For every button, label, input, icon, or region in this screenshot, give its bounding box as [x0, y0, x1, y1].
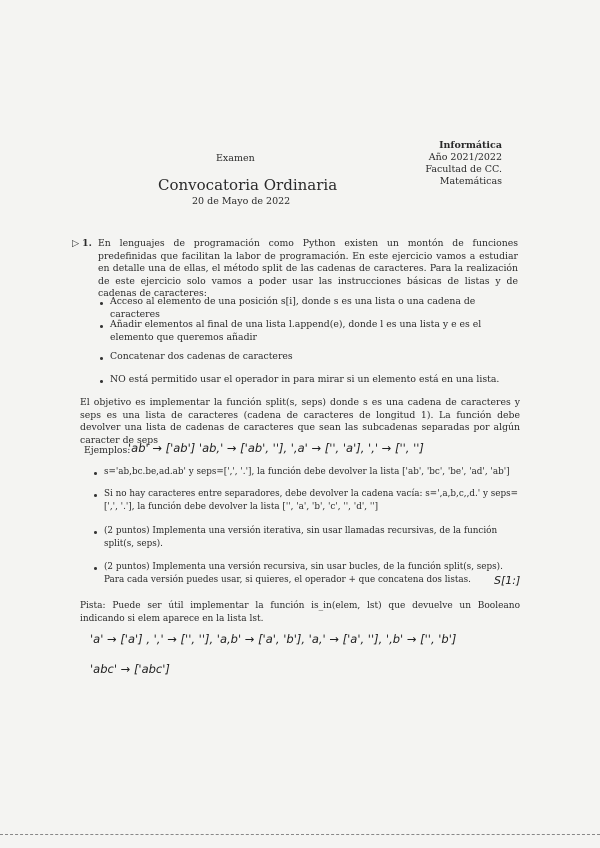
- bullet-dot: [100, 357, 103, 360]
- handwritten-examples: 'ab' → ['ab'] 'ab,' → ['ab', ''], ',a' → ['', 'a'], ',' → ['', '']: [128, 441, 424, 455]
- bullet-dot: [94, 567, 97, 570]
- bullet-dot: [100, 302, 103, 305]
- exam-date: 20 de Mayo de 2022: [192, 196, 291, 207]
- bullet-dot: [100, 325, 103, 328]
- example-item-2: Si no hay caracteres entre separadores, debe devolver la cadena vacía: s=',a,b,c,,d.' y seps=[',', '.'], la función debe devolver la lista ['', 'a', 'b', 'c', '', 'd', '']: [104, 489, 519, 512]
- academic-year: Año 2021/2022: [428, 152, 502, 163]
- rule-item-1: Acceso al elemento de una posición s[i], donde s es una lista o una cadena de caracteres: [110, 296, 476, 320]
- example-item-1: s='ab,bc.be,ad.ab' y seps=[',', '.'], la función debe devolver la lista ['ab', 'bc', 'be', 'ad', 'ab']: [104, 467, 510, 477]
- bullet-dot: [94, 494, 97, 497]
- bullet-dot: [94, 472, 97, 475]
- bullet-dot: [100, 380, 103, 383]
- example-item-4: (2 puntos) Implementa una versión recursiva, sin usar bucles, de la función split(s, seps). Para cada versión puedes usar, si quieres, el operador + que concatena dos listas.: [104, 562, 503, 585]
- problem-marker: ▷ 1.: [72, 238, 92, 249]
- bullet-dot: [94, 531, 97, 534]
- examples-label: Ejemplos:: [84, 445, 131, 456]
- rule-item-4: NO está permitido usar el operador in para mirar si un elemento está en una lista.: [110, 374, 500, 385]
- rule-item-3: Concatenar dos cadenas de caracteres: [110, 351, 293, 362]
- handwritten-notes-line-2: 'abc' → ['abc']: [90, 662, 170, 676]
- scan-edge: [0, 834, 600, 838]
- subject: Informática: [439, 140, 502, 151]
- header-info: [425, 140, 502, 188]
- objective-paragraph: El objetivo es implementar la función split(s, seps) donde s es una cadena de caracteres y seps es una lista de caracteres (cadena de caracteres de longitud 1). La función debe devolver una lista de cadenas de caracteres que sean las subcadenas separadas por algún caracter de seps: [80, 397, 520, 446]
- faculty-line-2: Matemáticas: [439, 176, 502, 187]
- margin-note: S[1:]: [494, 574, 521, 587]
- exam-title: Convocatoria Ordinaria: [158, 176, 338, 194]
- handwritten-notes-line-1: 'a' → ['a'] , ',' → ['', ''], 'a,b' → ['a', 'b'], 'a,' → ['a', ''], ',b' → ['', 'b']: [90, 632, 457, 646]
- exam-label: Examen: [216, 153, 255, 164]
- problem-intro: En lenguajes de programación como Python existen un montón de funciones predefinidas que facilitan la labor de programación. En este ejercicio vamos a estudiar en detalle una de ellas, el método split de las cadenas de caracteres. Para la realización de este ejercicio solo vamos a poder usar las instrucciones básicas de listas y de cadenas de caracteres:: [98, 238, 518, 300]
- example-item-3: (2 puntos) Implementa una versión iterativa, sin usar llamadas recursivas, de la función split(s, seps).: [104, 526, 498, 549]
- hint-paragraph: Pista: Puede ser útil implementar la función is_in(elem, lst) que devuelve un Booleano indicando si elem aparece en la lista lst.: [80, 601, 520, 624]
- problem-number: 1.: [82, 238, 92, 249]
- rule-item-2: Añadir elementos al final de una lista l.append(e), donde l es una lista y e es el elemento que queremos añadir: [110, 319, 482, 343]
- faculty-line-1: Facultad de CC.: [425, 164, 502, 175]
